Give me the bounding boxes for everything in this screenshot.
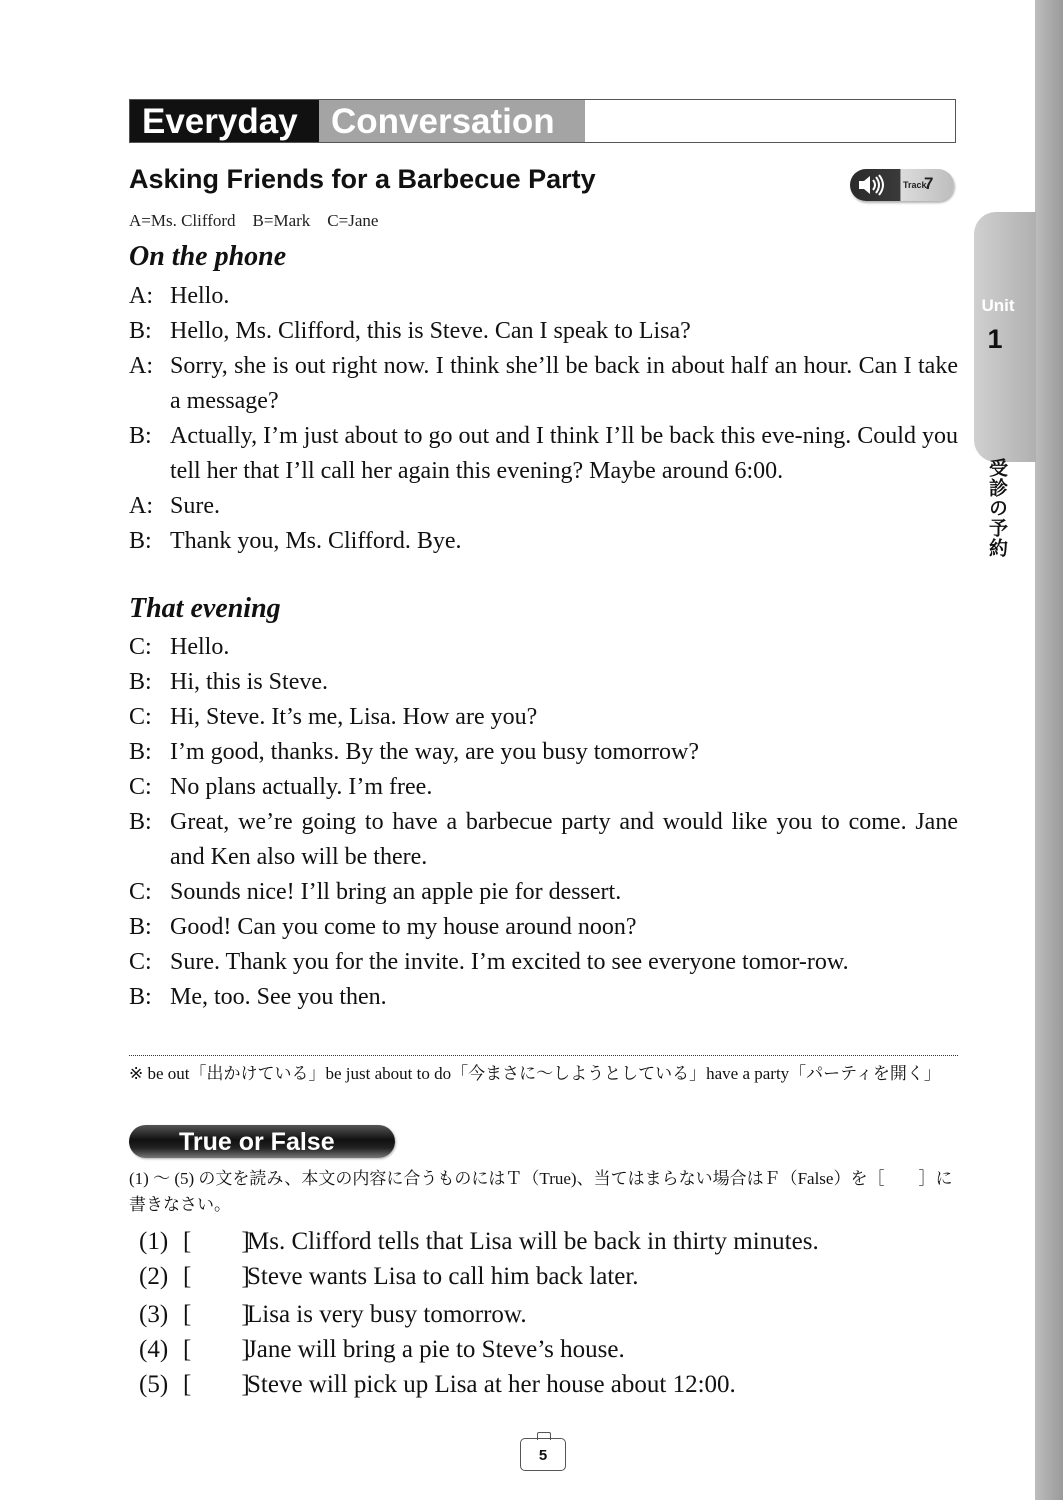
audio-track-button[interactable] xyxy=(850,169,954,201)
question-text: Lisa is very busy tomorrow. xyxy=(247,1301,527,1328)
line-text: Hi, Steve. It’s me, Lisa. How are you? xyxy=(170,704,538,730)
question-item xyxy=(139,1332,819,1367)
question-text: Jane will bring a pie to Steve’s house. xyxy=(247,1336,625,1363)
dialogue-line xyxy=(129,489,958,524)
question-item xyxy=(139,1297,819,1332)
page-edge-strip xyxy=(1035,0,1063,1500)
speaker: B: xyxy=(129,669,152,695)
dialogue-line xyxy=(129,419,958,489)
header-word-conversation: Conversation xyxy=(319,100,585,142)
dialogue-title: Asking Friends for a Barbecue Party xyxy=(129,164,596,194)
line-text: Good! Can you come to my house around noon? xyxy=(170,914,637,940)
answer-blank[interactable]: [ ] xyxy=(183,1371,250,1398)
line-text: Sure. Thank you for the invite. I’m excited to see everyone tomor-row. xyxy=(170,949,849,975)
line-text: Me, too. See you then. xyxy=(170,984,387,1010)
dialogue-line xyxy=(129,630,958,665)
scene-heading-evening: That evening xyxy=(129,593,281,624)
question-number: (2) xyxy=(139,1263,169,1290)
answer-blank[interactable]: [ ] xyxy=(183,1263,250,1290)
header-word-everyday: Everyday xyxy=(130,100,319,142)
speaker: C: xyxy=(129,704,152,730)
dialogue-line xyxy=(129,805,958,875)
speaker: B: xyxy=(129,318,152,344)
speaker: A: xyxy=(129,493,153,519)
speaker: B: xyxy=(129,528,152,554)
question-item xyxy=(139,1224,819,1259)
question-text: Ms. Clifford tells that Lisa will be back in thirty minutes. xyxy=(247,1228,819,1255)
speaker: C: xyxy=(129,774,152,800)
question-number: (4) xyxy=(139,1336,169,1363)
dotted-divider xyxy=(129,1055,958,1056)
question-number: (3) xyxy=(139,1301,169,1328)
dialogue-line xyxy=(129,524,958,559)
dialogue-line xyxy=(129,314,958,349)
speaker: B: xyxy=(129,914,152,940)
line-text: Great, we’re going to have a barbecue party and would like you to come. Jane and Ken also will be there. xyxy=(170,809,958,870)
line-text: Hello. xyxy=(170,283,230,309)
line-text: Sounds nice! I’ll bring an apple pie for dessert. xyxy=(170,879,622,905)
question-number: (1) xyxy=(139,1228,169,1255)
track-label: Track xyxy=(903,180,927,190)
track-number: 7 xyxy=(924,174,934,193)
line-text: Sorry, she is out right now. I think she’ll be back in about half an hour. Can I take a message? xyxy=(170,353,958,414)
dialogue-line xyxy=(129,770,958,805)
line-text: Hello, Ms. Clifford, this is Steve. Can I speak to Lisa? xyxy=(170,318,691,344)
speaker: A: xyxy=(129,353,153,379)
line-text: No plans actually. I’m free. xyxy=(170,774,433,800)
answer-blank[interactable]: [ ] xyxy=(183,1301,250,1328)
question-list xyxy=(139,1224,819,1402)
dialogue-line xyxy=(129,910,958,945)
dialogue-line xyxy=(129,875,958,910)
scene-1-lines xyxy=(129,279,958,559)
dialogue-line xyxy=(129,735,958,770)
speaker: C: xyxy=(129,634,152,660)
dialogue-line xyxy=(129,349,958,419)
unit-title-vertical: 受診の予約 xyxy=(986,458,1008,558)
question-item xyxy=(139,1367,819,1402)
cast-list: A=Ms. Clifford B=Mark C=Jane xyxy=(129,211,379,230)
speaker: B: xyxy=(129,739,152,765)
dialogue-line xyxy=(129,665,958,700)
exercise-instructions: (1) ～ (5) の文を読み、本文の内容に合うものにはＴ（True)、当てはまらない場合はＦ（False）を［ ］に書きなさい。 xyxy=(129,1169,953,1214)
vocabulary-note: ※ be out「出かけている」be just about to do「今まさに～しようとしている」have a party「パーティを開く」 xyxy=(129,1064,941,1083)
answer-blank[interactable]: [ ] xyxy=(183,1228,250,1255)
speaker: B: xyxy=(129,809,152,835)
scene-heading-phone: On the phone xyxy=(129,241,287,272)
line-text: I’m good, thanks. By the way, are you busy tomorrow? xyxy=(170,739,700,765)
line-text: Hi, this is Steve. xyxy=(170,669,329,695)
answer-blank[interactable]: [ ] xyxy=(183,1336,250,1363)
page-number: 5 xyxy=(520,1438,566,1471)
question-item xyxy=(139,1259,819,1294)
section-header-banner xyxy=(129,99,956,143)
true-false-title: True or False xyxy=(179,1128,335,1156)
speaker: C: xyxy=(129,949,152,975)
speaker: A: xyxy=(129,283,153,309)
true-false-heading xyxy=(129,1125,395,1158)
dialogue-line xyxy=(129,279,958,314)
dialogue-line xyxy=(129,700,958,735)
scene-2-lines xyxy=(129,630,958,1015)
unit-label: Unit xyxy=(981,296,1015,315)
unit-number: 1 xyxy=(987,324,1003,354)
line-text: Actually, I’m just about to go out and I think I’ll be back this eve-ning. Could you tell her that I’ll call her again this evening? Maybe around 6:00. xyxy=(170,423,958,484)
speaker: B: xyxy=(129,984,152,1010)
speaker-icon xyxy=(858,174,888,196)
speaker: C: xyxy=(129,879,152,905)
line-text: Hello. xyxy=(170,634,230,660)
dialogue-line xyxy=(129,945,958,980)
question-text: Steve will pick up Lisa at her house about 12:00. xyxy=(247,1371,736,1398)
question-number: (5) xyxy=(139,1371,169,1398)
line-text: Sure. xyxy=(170,493,220,519)
question-text: Steve wants Lisa to call him back later. xyxy=(247,1263,639,1290)
dialogue-line xyxy=(129,980,958,1015)
line-text: Thank you, Ms. Clifford. Bye. xyxy=(170,528,462,554)
speaker: B: xyxy=(129,423,152,449)
